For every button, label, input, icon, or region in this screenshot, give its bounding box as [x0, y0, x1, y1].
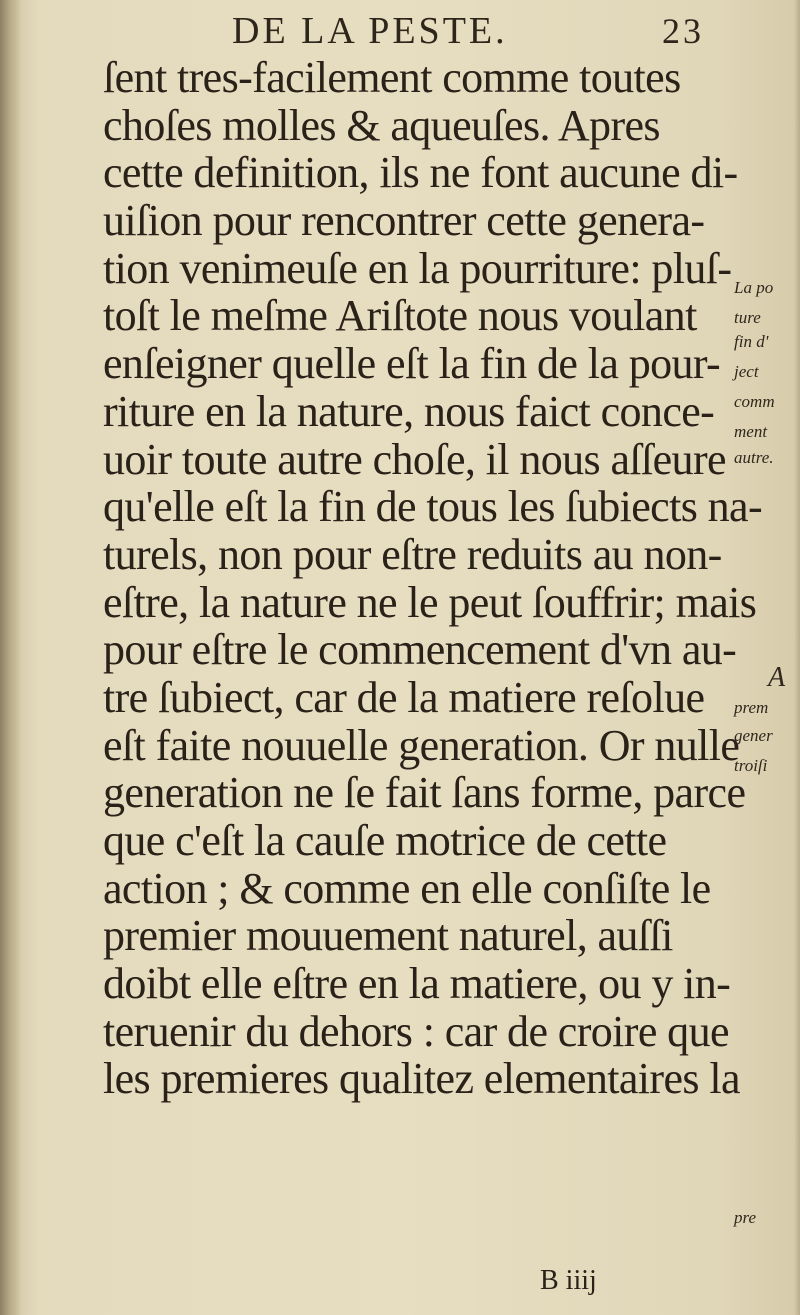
text-line: uoir toute autre choſe, il nous aſſeure: [103, 434, 726, 484]
running-head-title: DE LA PESTE.: [232, 10, 508, 52]
margin-note: comm: [734, 392, 775, 411]
text-line: riture en la nature, nous faict conce-: [103, 386, 715, 436]
running-head: [232, 8, 704, 54]
text-line: toſt le meſme Ariſtote nous voulant: [103, 291, 697, 341]
margin-note: troiſi: [734, 756, 768, 775]
text-line: eſt faite nouuelle generation. Or nulle: [103, 720, 740, 770]
margin-note: ject: [734, 362, 759, 381]
margin-note: La po: [734, 278, 774, 297]
text-line: tre ſubiect, car de la matiere reſolue: [103, 672, 705, 722]
text-line: pour eſtre le commencement d'vn au-: [103, 625, 737, 675]
text-line: teruenir du dehors : car de croire que: [103, 1006, 729, 1056]
text-line: generation ne ſe fait ſans forme, parce: [103, 768, 746, 818]
text-line: cette definition, ils ne font aucune di-: [103, 148, 738, 198]
margin-note: autre.: [734, 448, 774, 467]
signature-mark: B iiij: [540, 1265, 597, 1296]
margin-note: gener: [734, 726, 773, 745]
gutter-shadow: [0, 0, 22, 1315]
text-line: doibt elle eſtre en la matiere, ou y in-: [103, 959, 731, 1009]
margin-note: fin d': [734, 332, 769, 351]
text-line: ſent tres-facilement comme toutes: [103, 53, 681, 102]
text-line: tion venimeuſe en la pourriture: pluſ-: [103, 243, 732, 293]
text-line: qu'elle eſt la fin de tous les ſubiects na-: [103, 482, 763, 532]
text-line: action ; & comme en elle conſiſte le: [103, 863, 711, 913]
page-number: 23: [662, 11, 704, 51]
text-line: enſeigner quelle eſt la fin de la pour-: [103, 339, 721, 389]
text-line: eſtre, la nature ne le peut ſouffrir; mais: [103, 577, 757, 627]
margin-note: pre: [734, 1208, 757, 1227]
margin-note: prem: [734, 698, 769, 717]
text-line: les premieres qualitez elementaires la: [103, 1054, 740, 1104]
text-line: turels, non pour eſtre reduits au non-: [103, 529, 722, 579]
margin-note: A: [768, 662, 786, 693]
text-line: uiſion pour rencontrer cette genera-: [103, 196, 705, 246]
text-line: choſes molles & aqueuſes. Apres: [103, 100, 660, 150]
text-line: que c'eſt la cauſe motrice de cette: [103, 816, 667, 865]
page-edge: [794, 0, 800, 1315]
margin-note: ment: [734, 422, 768, 441]
margin-note: ture: [734, 308, 761, 327]
text-line: premier mouuement naturel, auſſi: [103, 911, 673, 961]
